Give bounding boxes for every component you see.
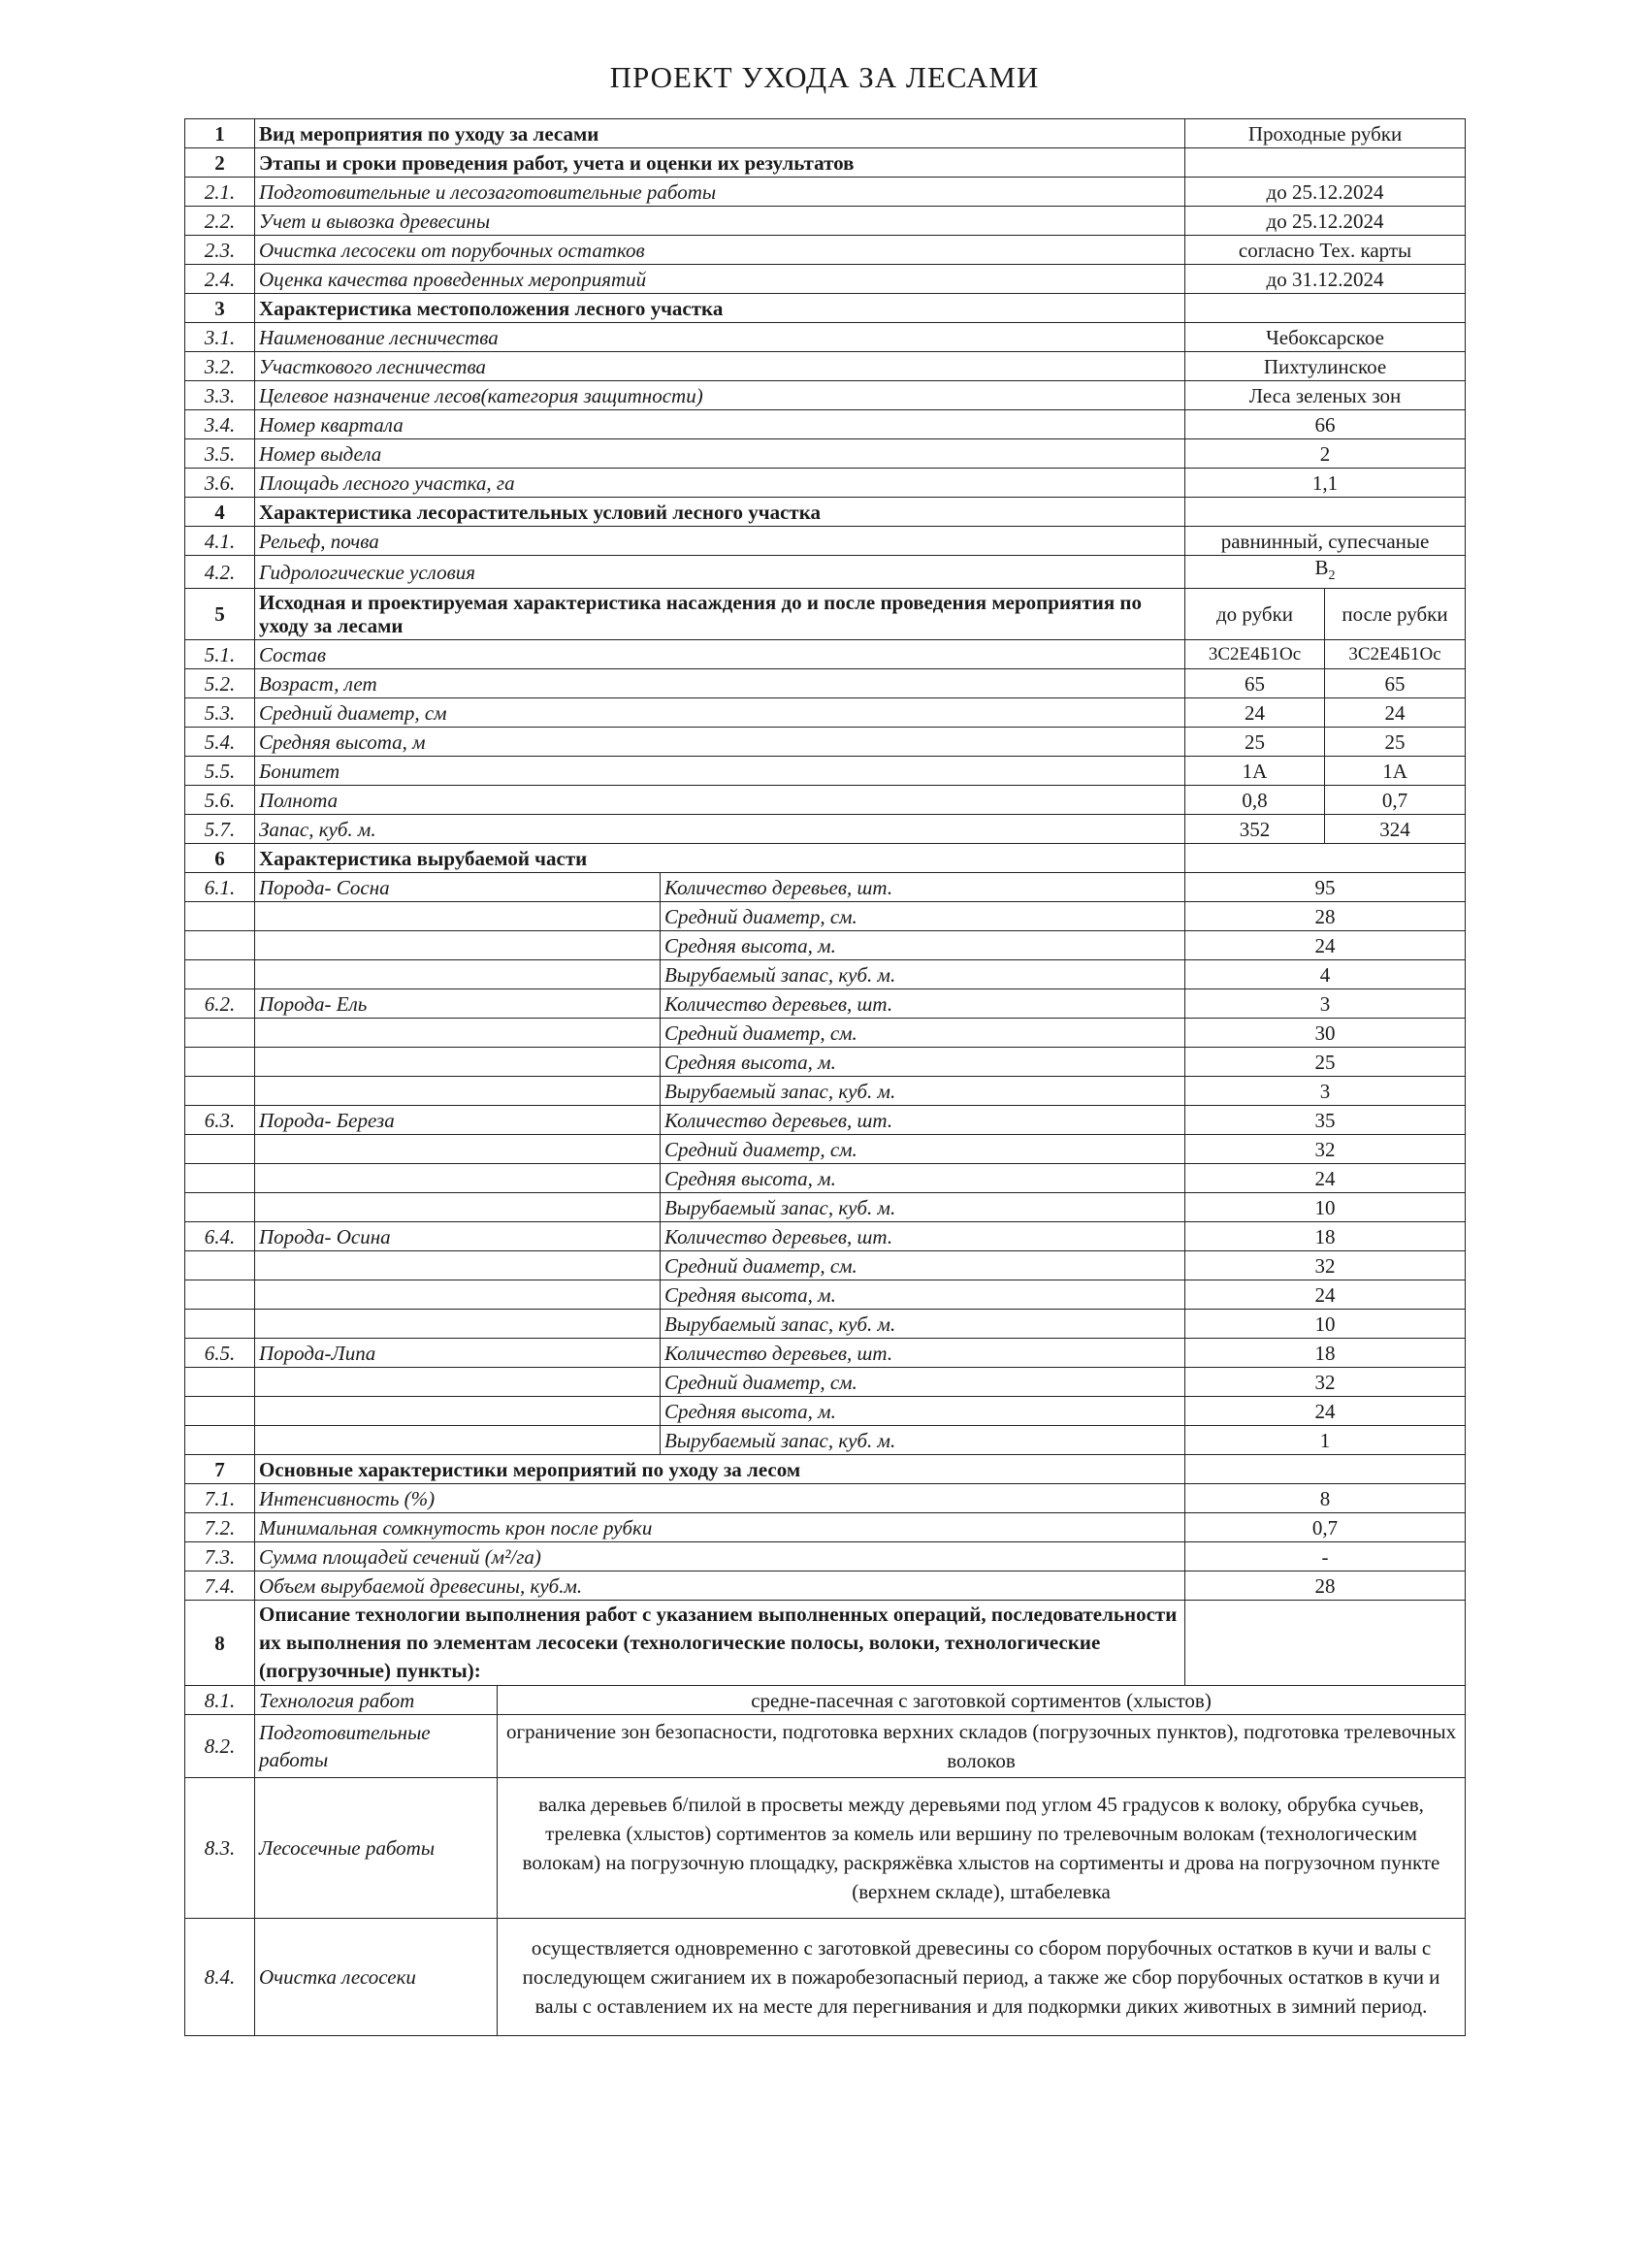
section-number: 2 xyxy=(185,148,255,178)
species-row xyxy=(185,1048,1466,1077)
item-label: Объем вырубаемой древесины, куб.м. xyxy=(255,1571,1185,1601)
param-value: 10 xyxy=(1185,1193,1466,1222)
item-value: 1,1 xyxy=(1185,469,1466,498)
param-value: 32 xyxy=(1185,1135,1466,1164)
item-row xyxy=(185,556,1466,589)
species-name xyxy=(255,931,661,960)
species-name xyxy=(255,1280,661,1310)
param-label: Средняя высота, м. xyxy=(661,931,1185,960)
column-header-before: до рубки xyxy=(1185,589,1325,640)
species-number xyxy=(185,1251,255,1280)
section-row xyxy=(185,498,1466,527)
species-number xyxy=(185,931,255,960)
param-value: 30 xyxy=(1185,1019,1466,1048)
species-row xyxy=(185,1019,1466,1048)
param-label: Средняя высота, м. xyxy=(661,1280,1185,1310)
item-label: Подготовительные и лесозаготовительные работы xyxy=(255,178,1185,207)
section-value xyxy=(1185,148,1466,178)
item-number: 8.1. xyxy=(185,1686,255,1715)
item-row xyxy=(185,1919,1466,2036)
item-row xyxy=(185,527,1466,556)
item-label: Запас, куб. м. xyxy=(255,815,1185,844)
item-number: 8.2. xyxy=(185,1715,255,1778)
item-number: 7.2. xyxy=(185,1513,255,1542)
item-number: 5.3. xyxy=(185,698,255,728)
item-label: Участкового лесничества xyxy=(255,352,1185,381)
item-value: Леса зеленых зон xyxy=(1185,381,1466,410)
param-value: 3 xyxy=(1185,1077,1466,1106)
species-row xyxy=(185,1368,1466,1397)
species-name xyxy=(255,960,661,989)
species-row xyxy=(185,1077,1466,1106)
species-row xyxy=(185,1310,1466,1339)
item-row xyxy=(185,728,1466,757)
species-row xyxy=(185,931,1466,960)
species-row xyxy=(185,902,1466,931)
item-number: 5.2. xyxy=(185,669,255,698)
section-value xyxy=(1185,294,1466,323)
param-label: Вырубаемый запас, куб. м. xyxy=(661,1077,1185,1106)
species-row xyxy=(185,1397,1466,1426)
item-number: 5.6. xyxy=(185,786,255,815)
value-before: 0,8 xyxy=(1185,786,1325,815)
item-number: 2.4. xyxy=(185,265,255,294)
item-value: 8 xyxy=(1185,1484,1466,1513)
species-number xyxy=(185,1019,255,1048)
species-number xyxy=(185,1397,255,1426)
item-label: Рельеф, почва xyxy=(255,527,1185,556)
item-number: 7.4. xyxy=(185,1571,255,1601)
species-row xyxy=(185,1339,1466,1368)
item-row xyxy=(185,1513,1466,1542)
item-value: Пихтулинское xyxy=(1185,352,1466,381)
item-number: 3.5. xyxy=(185,439,255,469)
param-value: 24 xyxy=(1185,1280,1466,1310)
species-row xyxy=(185,1280,1466,1310)
species-name: Порода-Липа xyxy=(255,1339,661,1368)
param-label: Вырубаемый запас, куб. м. xyxy=(661,960,1185,989)
item-number: 5.1. xyxy=(185,640,255,669)
param-value: 32 xyxy=(1185,1251,1466,1280)
species-name xyxy=(255,1048,661,1077)
item-row xyxy=(185,236,1466,265)
item-row xyxy=(185,265,1466,294)
param-value: 4 xyxy=(1185,960,1466,989)
value-after: 3С2Е4Б1Ос xyxy=(1325,640,1466,669)
value-before: 1А xyxy=(1185,757,1325,786)
item-value: до 25.12.2024 xyxy=(1185,178,1466,207)
param-label: Средний диаметр, см. xyxy=(661,1135,1185,1164)
section-title: Основные характеристики мероприятий по уходу за лесом xyxy=(255,1455,1185,1484)
item-number: 5.7. xyxy=(185,815,255,844)
item-value: Чебоксарское xyxy=(1185,323,1466,352)
item-row xyxy=(185,178,1466,207)
item-number: 7.3. xyxy=(185,1542,255,1571)
item-label: Целевое назначение лесов(категория защитности) xyxy=(255,381,1185,410)
species-row xyxy=(185,989,1466,1019)
item-number: 5.5. xyxy=(185,757,255,786)
species-row xyxy=(185,873,1466,902)
param-value: 24 xyxy=(1185,1164,1466,1193)
species-number xyxy=(185,1193,255,1222)
item-value: средне-пасечная с заготовкой сортиментов (хлыстов) xyxy=(498,1686,1466,1715)
species-number xyxy=(185,1077,255,1106)
species-name xyxy=(255,1251,661,1280)
item-number: 3.4. xyxy=(185,410,255,439)
species-row xyxy=(185,1164,1466,1193)
item-label: Средняя высота, м xyxy=(255,728,1185,757)
item-row xyxy=(185,815,1466,844)
species-number xyxy=(185,902,255,931)
species-name: Порода- Сосна xyxy=(255,873,661,902)
value-before: 25 xyxy=(1185,728,1325,757)
item-row xyxy=(185,640,1466,669)
param-label: Средняя высота, м. xyxy=(661,1048,1185,1077)
column-header-after: после рубки xyxy=(1325,589,1466,640)
item-label: Средний диаметр, см xyxy=(255,698,1185,728)
param-label: Средний диаметр, см. xyxy=(661,1368,1185,1397)
species-name xyxy=(255,1077,661,1106)
species-number xyxy=(185,1280,255,1310)
item-value: 28 xyxy=(1185,1571,1466,1601)
item-label: Номер квартала xyxy=(255,410,1185,439)
param-label: Количество деревьев, шт. xyxy=(661,989,1185,1019)
item-row xyxy=(185,1715,1466,1778)
param-label: Количество деревьев, шт. xyxy=(661,1339,1185,1368)
species-row xyxy=(185,1426,1466,1455)
item-value: до 31.12.2024 xyxy=(1185,265,1466,294)
species-number: 6.3. xyxy=(185,1106,255,1135)
param-value: 24 xyxy=(1185,1397,1466,1426)
hydro-class-subscript: 2 xyxy=(1328,568,1336,584)
species-name xyxy=(255,1426,661,1455)
param-label: Количество деревьев, шт. xyxy=(661,873,1185,902)
item-number: 4.1. xyxy=(185,527,255,556)
species-name xyxy=(255,902,661,931)
param-label: Количество деревьев, шт. xyxy=(661,1222,1185,1251)
item-value: осуществляется одновременно с заготовкой древесины со сбором порубочных остатков в кучи и валы с последующем сжиганием их в пожаробезопасный период, а также же сбор порубочных остатков в кучи и валы с оставлением их на месте для перегнивания и для подкормки диких животных в зимний период. xyxy=(498,1919,1466,2036)
species-name: Порода- Осина xyxy=(255,1222,661,1251)
item-row xyxy=(185,1778,1466,1919)
species-number: 6.4. xyxy=(185,1222,255,1251)
section-row xyxy=(185,148,1466,178)
section-value xyxy=(1185,498,1466,527)
section-number: 7 xyxy=(185,1455,255,1484)
species-row xyxy=(185,1222,1466,1251)
param-value: 28 xyxy=(1185,902,1466,931)
item-row xyxy=(185,381,1466,410)
species-number xyxy=(185,1368,255,1397)
item-row xyxy=(185,1542,1466,1571)
item-label: Сумма площадей сечений (м²/га) xyxy=(255,1542,1185,1571)
species-number xyxy=(185,1426,255,1455)
section-title: Исходная и проектируемая характеристика насаждения до и после проведения мероприятия по уходу за лесами xyxy=(255,589,1185,640)
section-value xyxy=(1185,1601,1466,1686)
item-value: согласно Тех. карты xyxy=(1185,236,1466,265)
item-label: Гидрологические условия xyxy=(255,556,1185,589)
param-label: Средний диаметр, см. xyxy=(661,1019,1185,1048)
item-row xyxy=(185,469,1466,498)
item-label: Учет и вывозка древесины xyxy=(255,207,1185,236)
item-number: 4.2. xyxy=(185,556,255,589)
species-name: Порода- Ель xyxy=(255,989,661,1019)
species-name xyxy=(255,1135,661,1164)
section-title: Вид мероприятия по уходу за лесами xyxy=(255,119,1185,148)
section-row xyxy=(185,119,1466,148)
species-row xyxy=(185,1106,1466,1135)
item-number: 8.3. xyxy=(185,1778,255,1919)
species-row xyxy=(185,1251,1466,1280)
section-value xyxy=(1185,844,1466,873)
item-number: 3.1. xyxy=(185,323,255,352)
item-value: до 25.12.2024 xyxy=(1185,207,1466,236)
species-name xyxy=(255,1397,661,1426)
forest-care-table xyxy=(184,118,1466,2036)
param-label: Вырубаемый запас, куб. м. xyxy=(661,1426,1185,1455)
item-value: - xyxy=(1185,1542,1466,1571)
section-title: Характеристика местоположения лесного участка xyxy=(255,294,1185,323)
species-number xyxy=(185,960,255,989)
item-number: 3.6. xyxy=(185,469,255,498)
item-number: 2.1. xyxy=(185,178,255,207)
item-number: 7.1. xyxy=(185,1484,255,1513)
species-name xyxy=(255,1193,661,1222)
param-value: 25 xyxy=(1185,1048,1466,1077)
species-name xyxy=(255,1310,661,1339)
item-number: 2.2. xyxy=(185,207,255,236)
param-value: 24 xyxy=(1185,931,1466,960)
item-label: Номер выдела xyxy=(255,439,1185,469)
section-value: Проходные рубки xyxy=(1185,119,1466,148)
item-label: Площадь лесного участка, га xyxy=(255,469,1185,498)
section-title: Этапы и сроки проведения работ, учета и оценки их результатов xyxy=(255,148,1185,178)
item-label: Интенсивность (%) xyxy=(255,1484,1185,1513)
param-label: Средний диаметр, см. xyxy=(661,902,1185,931)
item-number: 3.2. xyxy=(185,352,255,381)
item-value: 2 xyxy=(1185,439,1466,469)
species-number: 6.1. xyxy=(185,873,255,902)
item-number: 5.4. xyxy=(185,728,255,757)
item-row xyxy=(185,786,1466,815)
item-value: 0,7 xyxy=(1185,1513,1466,1542)
item-label: Очистка лесосеки xyxy=(255,1919,498,2036)
item-number: 3.3. xyxy=(185,381,255,410)
species-number xyxy=(185,1135,255,1164)
section-number: 4 xyxy=(185,498,255,527)
item-label: Технология работ xyxy=(255,1686,498,1715)
param-label: Средняя высота, м. xyxy=(661,1164,1185,1193)
item-row xyxy=(185,352,1466,381)
value-after: 24 xyxy=(1325,698,1466,728)
item-number: 2.3. xyxy=(185,236,255,265)
section-number: 1 xyxy=(185,119,255,148)
section-value xyxy=(1185,1455,1466,1484)
item-label: Оценка качества проведенных мероприятий xyxy=(255,265,1185,294)
param-value: 18 xyxy=(1185,1222,1466,1251)
species-row xyxy=(185,960,1466,989)
species-row xyxy=(185,1135,1466,1164)
section-number: 6 xyxy=(185,844,255,873)
item-label: Подготовительные работы xyxy=(255,1715,498,1778)
param-value: 18 xyxy=(1185,1339,1466,1368)
value-after: 0,7 xyxy=(1325,786,1466,815)
species-number: 6.5. xyxy=(185,1339,255,1368)
species-number xyxy=(185,1048,255,1077)
section-row xyxy=(185,294,1466,323)
section-number: 3 xyxy=(185,294,255,323)
item-row xyxy=(185,1484,1466,1513)
item-row xyxy=(185,207,1466,236)
value-before: 352 xyxy=(1185,815,1325,844)
item-row xyxy=(185,757,1466,786)
section-row xyxy=(185,1455,1466,1484)
param-label: Средняя высота, м. xyxy=(661,1397,1185,1426)
item-label: Полнота xyxy=(255,786,1185,815)
item-row xyxy=(185,1686,1466,1715)
species-row xyxy=(185,1193,1466,1222)
item-row xyxy=(185,410,1466,439)
species-name xyxy=(255,1164,661,1193)
item-label: Состав xyxy=(255,640,1185,669)
species-name: Порода- Береза xyxy=(255,1106,661,1135)
section-number: 5 xyxy=(185,589,255,640)
param-value: 35 xyxy=(1185,1106,1466,1135)
value-after: 65 xyxy=(1325,669,1466,698)
param-label: Вырубаемый запас, куб. м. xyxy=(661,1310,1185,1339)
value-before: 65 xyxy=(1185,669,1325,698)
species-name xyxy=(255,1019,661,1048)
species-number xyxy=(185,1310,255,1339)
item-row xyxy=(185,323,1466,352)
section-title: Характеристика вырубаемой части xyxy=(255,844,1185,873)
item-value: ограничение зон безопасности, подготовка верхних складов (погрузочных пунктов), подготовка трелевочных волоков xyxy=(498,1715,1466,1778)
species-number xyxy=(185,1164,255,1193)
species-name xyxy=(255,1368,661,1397)
item-label: Бонитет xyxy=(255,757,1185,786)
value-after: 25 xyxy=(1325,728,1466,757)
item-value: равнинный, супесчаные xyxy=(1185,527,1466,556)
value-after: 324 xyxy=(1325,815,1466,844)
item-row xyxy=(185,669,1466,698)
section-number: 8 xyxy=(185,1601,255,1686)
item-label: Минимальная сомкнутость крон после рубки xyxy=(255,1513,1185,1542)
item-row xyxy=(185,439,1466,469)
page-title: ПРОЕКТ УХОДА ЗА ЛЕСАМИ xyxy=(609,60,1040,94)
section-title: Характеристика лесорастительных условий лесного участка xyxy=(255,498,1185,527)
item-value xyxy=(1185,556,1466,589)
section-row xyxy=(185,589,1466,640)
item-row xyxy=(185,1571,1466,1601)
param-label: Средний диаметр, см. xyxy=(661,1251,1185,1280)
item-value: 66 xyxy=(1185,410,1466,439)
item-row xyxy=(185,698,1466,728)
param-value: 32 xyxy=(1185,1368,1466,1397)
item-value: валка деревьев б/пилой в просветы между деревьями под углом 45 градусов к волоку, обрубка сучьев, трелевка (хлыстов) сортиментов за комель или вершину по трелевочным волокам (технологическим волокам) на погрузочную площадку, раскряжёвка хлыстов на сортименты и дрова на погрузочном пункте (верхнем складе), штабелевка xyxy=(498,1778,1466,1919)
species-number: 6.2. xyxy=(185,989,255,1019)
item-label: Возраст, лет xyxy=(255,669,1185,698)
item-number: 8.4. xyxy=(185,1919,255,2036)
item-label: Наименование лесничества xyxy=(255,323,1185,352)
section-title: Описание технологии выполнения работ с указанием выполненных операций, последовательности их выполнения по элементам лесосеки (технологические полосы, волоки, технологические (погрузочные) пункты): xyxy=(255,1601,1185,1686)
value-before: 3С2Е4Б1Ос xyxy=(1185,640,1325,669)
param-value: 10 xyxy=(1185,1310,1466,1339)
param-value: 3 xyxy=(1185,989,1466,1019)
value-after: 1А xyxy=(1325,757,1466,786)
hydro-class: B xyxy=(1314,556,1329,579)
param-value: 1 xyxy=(1185,1426,1466,1455)
section-row xyxy=(185,844,1466,873)
param-value: 95 xyxy=(1185,873,1466,902)
item-label: Лесосечные работы xyxy=(255,1778,498,1919)
value-before: 24 xyxy=(1185,698,1325,728)
param-label: Вырубаемый запас, куб. м. xyxy=(661,1193,1185,1222)
item-label: Очистка лесосеки от порубочных остатков xyxy=(255,236,1185,265)
param-label: Количество деревьев, шт. xyxy=(661,1106,1185,1135)
section-row xyxy=(185,1601,1466,1686)
